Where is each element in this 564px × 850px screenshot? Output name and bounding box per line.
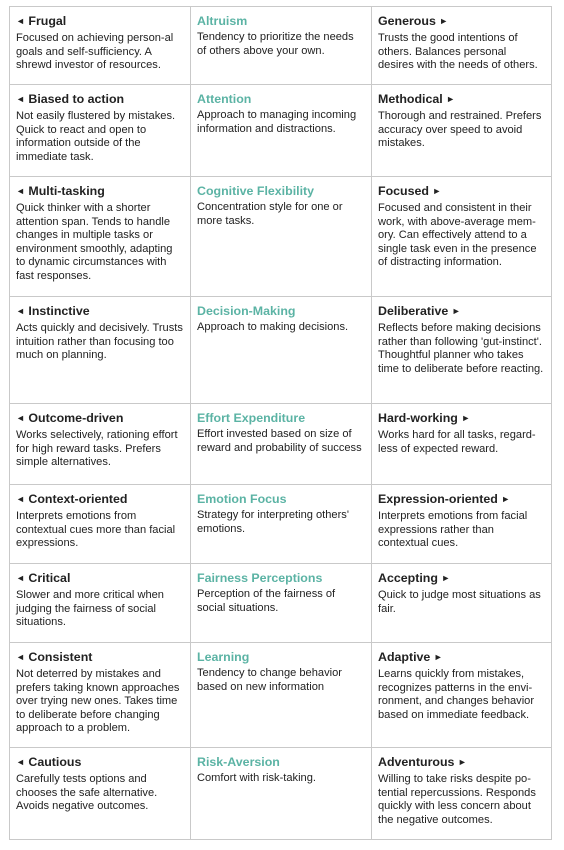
left-trait-desc: Not easily flustered by mistakes. Quick to react and open to information outside of the immediate task.: [16, 110, 176, 163]
left-trait-desc: Quick thinker with a shorter attention span. Tends to handle changes in multiple tasks or environment smoothly, adapting to dynamic circumstances with fast responses.: [16, 202, 173, 282]
right-trait-title: Focused: [378, 184, 429, 198]
arrow-right-icon: ►: [432, 186, 442, 196]
dimension-title: Effort Expenditure: [197, 411, 306, 425]
left-trait-desc: Works selectively, rationing effort for high reward tasks. Prefers simple alternatives.: [16, 429, 178, 469]
dimension-cell: [191, 85, 372, 176]
right-trait-cell: [372, 7, 552, 84]
dimension-desc: Tendency to prioritize the needs of others above your own.: [197, 31, 354, 57]
trait-row: [9, 748, 552, 840]
left-trait-cell: [9, 7, 191, 84]
right-trait-desc: Trusts the good intentions of others. Balances personal desires with the needs of others.: [378, 32, 538, 72]
left-trait-title: Consistent: [28, 650, 93, 664]
dimension-cell: [191, 485, 372, 563]
right-trait-desc: Learns quickly from mistakes, recognizes patterns in the envi-ronment, and changes behavior based on immediate feedback.: [378, 668, 535, 721]
dimension-desc: Tendency to change behavior based on new information: [197, 667, 342, 693]
right-trait-desc: Quick to judge most situations as fair.: [378, 589, 541, 615]
trait-table: [9, 6, 552, 840]
left-trait-cell: [9, 564, 191, 642]
arrow-right-icon: ►: [441, 573, 451, 583]
dimension-desc: Strategy for interpreting others' emotions.: [197, 509, 349, 535]
right-trait-cell: [372, 485, 552, 563]
dimension-cell: [191, 7, 372, 84]
right-trait-desc: Thorough and restrained. Prefers accuracy over speed to avoid mistakes.: [378, 110, 542, 150]
dimension-title: Decision-Making: [197, 304, 296, 318]
arrow-left-icon: ◄: [16, 16, 25, 26]
left-trait-cell: [9, 297, 191, 403]
left-trait-desc: Interprets emotions from contextual cues more than facial expressions.: [16, 510, 176, 550]
dimension-desc: Approach to managing incoming information and distractions.: [197, 109, 357, 135]
left-trait-desc: Focused on achieving person-al goals and self-sufficiency. A shrewd investor of resources.: [16, 32, 174, 72]
left-trait-cell: [9, 485, 191, 563]
arrow-right-icon: ►: [501, 494, 511, 504]
dimension-desc: Concentration style for one or more tasks.: [197, 201, 343, 227]
left-trait-title: Critical: [28, 571, 71, 585]
right-trait-title: Methodical: [378, 92, 443, 106]
right-trait-desc: Interprets emotions from facial expressions rather than contextual cues.: [378, 510, 528, 550]
arrow-left-icon: ◄: [16, 94, 25, 104]
right-trait-cell: [372, 85, 552, 176]
arrow-right-icon: ►: [457, 757, 467, 767]
right-trait-cell: [372, 297, 552, 403]
dimension-title: Emotion Focus: [197, 492, 287, 506]
right-trait-title: Deliberative: [378, 304, 449, 318]
dimension-title: Attention: [197, 92, 252, 106]
dimension-title: Altruism: [197, 14, 248, 28]
left-trait-title: Biased to action: [28, 92, 125, 106]
right-trait-desc: Willing to take risks despite po-tential repercussions. Responds quickly with less concern about the negative outcomes.: [378, 773, 536, 826]
arrow-left-icon: ◄: [16, 494, 25, 504]
arrow-left-icon: ◄: [16, 573, 25, 583]
arrow-right-icon: ►: [439, 16, 449, 26]
dimension-title: Learning: [197, 650, 250, 664]
left-trait-cell: [9, 643, 191, 747]
arrow-left-icon: ◄: [16, 757, 25, 767]
trait-row: [9, 297, 552, 404]
dimension-cell: [191, 643, 372, 747]
right-trait-title: Adventurous: [378, 755, 455, 769]
left-trait-cell: [9, 177, 191, 296]
left-trait-desc: Carefully tests options and chooses the safe alternative. Avoids negative outcomes.: [16, 773, 158, 813]
right-trait-title: Generous: [378, 14, 436, 28]
trait-row: [9, 177, 552, 297]
right-trait-title: Expression-oriented: [378, 492, 498, 506]
left-trait-title: Outcome-driven: [28, 411, 124, 425]
trait-row: [9, 564, 552, 643]
left-trait-title: Context-oriented: [28, 492, 128, 506]
left-trait-cell: [9, 748, 191, 839]
trait-row: [9, 404, 552, 485]
trait-row: [9, 85, 552, 177]
arrow-right-icon: ►: [461, 413, 471, 423]
dimension-title: Risk-Aversion: [197, 755, 280, 769]
left-trait-title: Cautious: [28, 755, 82, 769]
dimension-cell: [191, 177, 372, 296]
arrow-right-icon: ►: [451, 306, 461, 316]
arrow-right-icon: ►: [433, 652, 443, 662]
left-trait-cell: [9, 404, 191, 484]
dimension-desc: Perception of the fairness of social situations.: [197, 588, 336, 614]
right-trait-title: Accepting: [378, 571, 438, 585]
dimension-cell: [191, 297, 372, 403]
dimension-desc: Approach to making decisions.: [197, 321, 349, 333]
trait-row: [9, 485, 552, 564]
right-trait-cell: [372, 177, 552, 296]
arrow-left-icon: ◄: [16, 186, 25, 196]
left-trait-cell: [9, 85, 191, 176]
left-trait-title: Multi-tasking: [28, 184, 105, 198]
right-trait-title: Hard-working: [378, 411, 458, 425]
arrow-right-icon: ►: [446, 94, 456, 104]
arrow-left-icon: ◄: [16, 652, 25, 662]
left-trait-title: Frugal: [28, 14, 67, 28]
arrow-left-icon: ◄: [16, 413, 25, 423]
left-trait-desc: Acts quickly and decisively. Trusts intuition rather than focusing too much on planning.: [16, 322, 183, 362]
left-trait-desc: Slower and more critical when judging the fairness of social situations.: [16, 589, 164, 629]
right-trait-cell: [372, 404, 552, 484]
right-trait-cell: [372, 643, 552, 747]
dimension-desc: Effort invested based on size of reward and probability of success: [197, 428, 362, 454]
right-trait-title: Adaptive: [378, 650, 431, 664]
dimension-cell: [191, 404, 372, 484]
dimension-desc: Comfort with risk-taking.: [197, 772, 316, 784]
left-trait-desc: Not deterred by mistakes and prefers taking known approaches over trying new ones. Takes time to deliberate before changing approach to a problem.: [16, 668, 180, 735]
dimension-cell: [191, 564, 372, 642]
right-trait-cell: [372, 748, 552, 839]
right-trait-cell: [372, 564, 552, 642]
right-trait-desc: Reflects before making decisions rather than following 'gut-instinct'. Thoughtful planner who takes time to deliberate before reacting.: [378, 322, 544, 375]
dimension-title: Fairness Perceptions: [197, 571, 323, 585]
trait-row: [9, 643, 552, 748]
left-trait-title: Instinctive: [28, 304, 90, 318]
arrow-left-icon: ◄: [16, 306, 25, 316]
right-trait-desc: Focused and consistent in their work, with above-average mem-ory. Can effectively attend to a single task even in the presence of distracting information.: [378, 202, 537, 269]
dimension-title: Cognitive Flexibility: [197, 184, 315, 198]
trait-row: [9, 6, 552, 85]
dimension-cell: [191, 748, 372, 839]
right-trait-desc: Works hard for all tasks, regard-less of expected reward.: [378, 429, 536, 455]
